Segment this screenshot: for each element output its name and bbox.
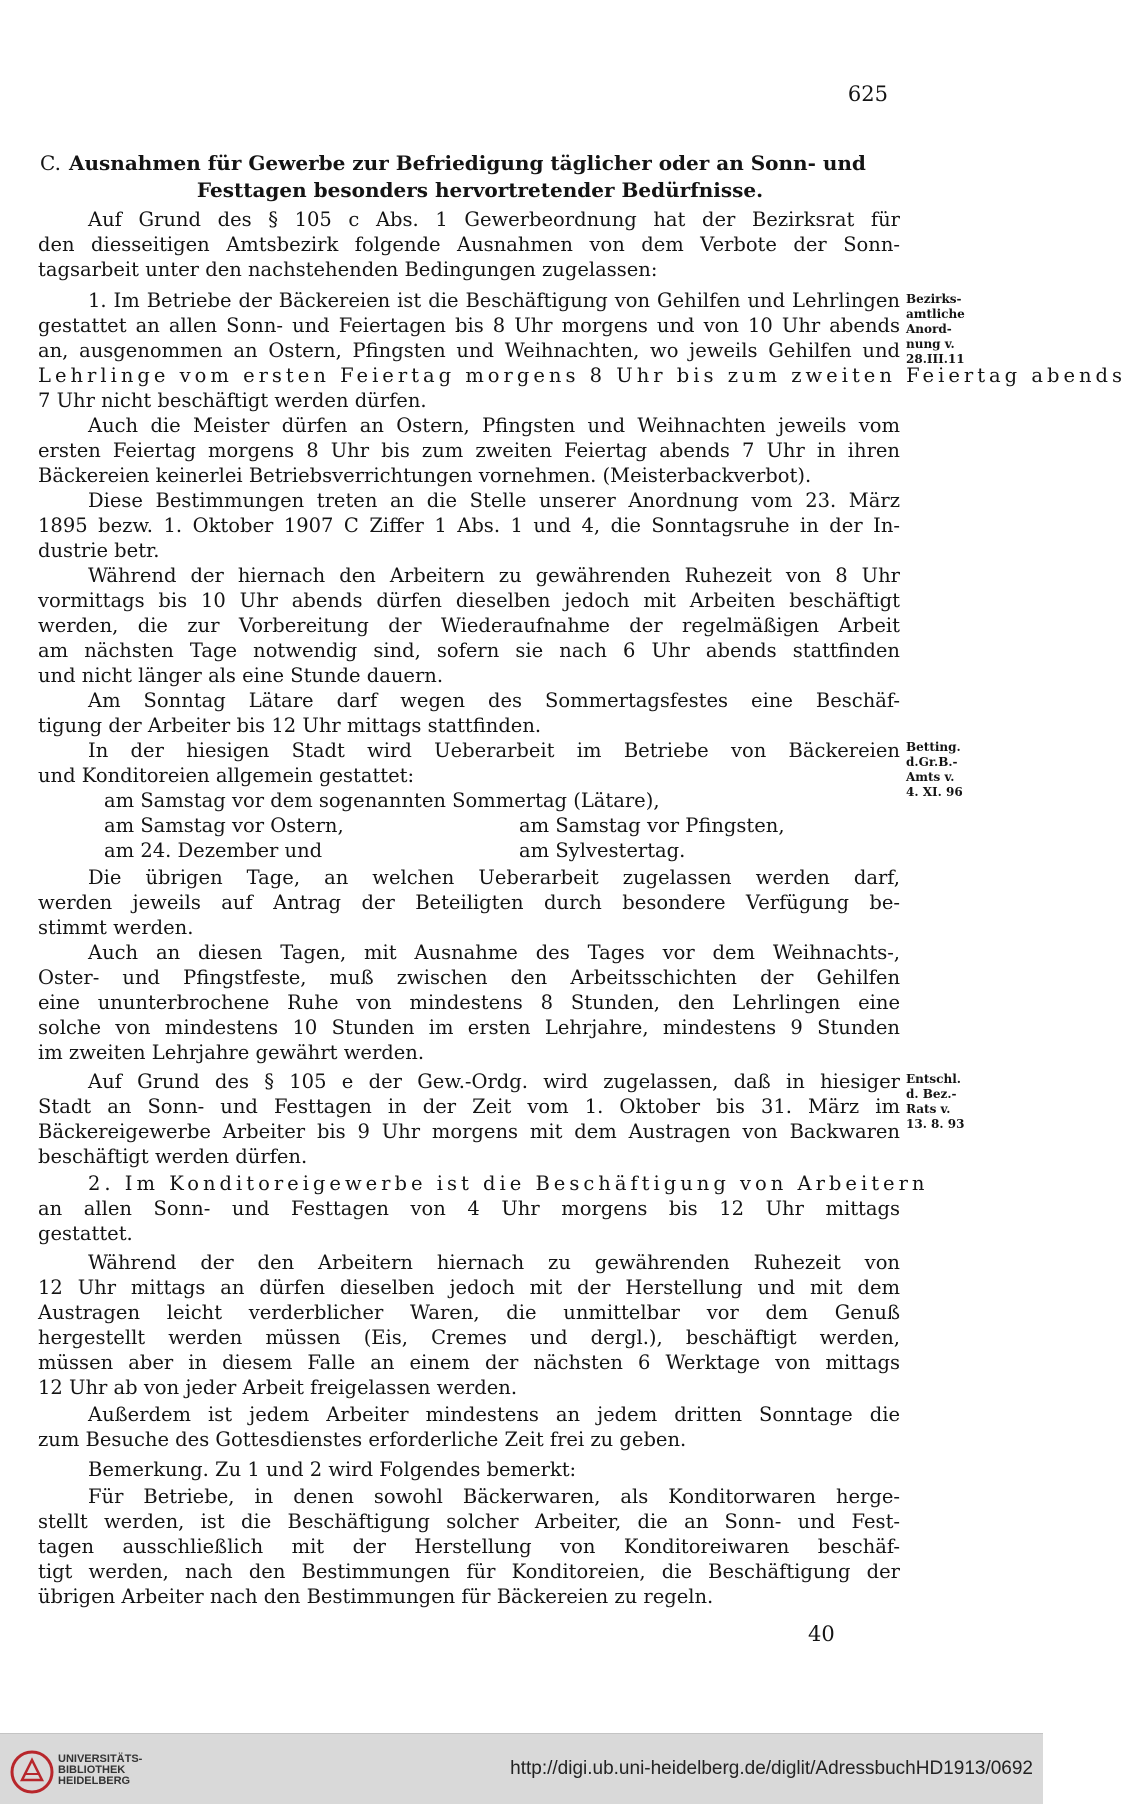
remark-heading: Bemerkung. Zu 1 und 2 wird Folgendes bemerkt: <box>88 1458 577 1481</box>
text-line: Auf Grund des § 105 e der Gew.-Ordg. wird zugelassen, daß in hiesiger <box>88 1070 900 1093</box>
text-line: Bäckereien keinerlei Betriebsverrichtungen vornehmen. (Meisterbackverbot). <box>38 464 812 487</box>
text-line: Während der hiernach den Arbeitern zu gewährenden Ruhezeit von 8 Uhr <box>88 564 900 587</box>
library-name <box>58 1754 142 1787</box>
margin-note-line: Anord- <box>906 322 952 336</box>
date-list-item: am Sylvestertag. <box>519 839 686 862</box>
text-line: Auch die Meister dürfen an Ostern, Pfingsten und Weihnachten jeweils vom <box>88 414 900 437</box>
text-line: 2. Im Konditoreigewerbe ist die Beschäftigung von Arbeitern <box>88 1172 929 1195</box>
heading-line-2: Festtagen besonders hervortretender Bedürfnisse. <box>196 178 764 202</box>
text-line: dustrie betr. <box>38 539 160 562</box>
library-name-line: BIBLIOTHEK <box>58 1764 126 1776</box>
margin-note-line: 13. 8. 93 <box>906 1117 965 1131</box>
page-number: 625 <box>847 82 888 106</box>
date-list-item: am Samstag vor Pfingsten, <box>519 814 785 837</box>
text-line: vormittags bis 10 Uhr abends dürfen dieselben jedoch mit Arbeiten beschäftigt <box>38 589 900 612</box>
text-line: am nächsten Tage notwendig sind, sofern sie nach 6 Uhr abends stattfinden <box>38 639 900 662</box>
margin-note-line: d.Gr.B.- <box>906 755 958 769</box>
text-line: und nicht länger als eine Stunde dauern. <box>38 664 444 687</box>
text-line: 1. Im Betriebe der Bäckereien ist die Beschäftigung von Gehilfen und Lehrlingen <box>88 289 900 312</box>
signature-number: 40 <box>808 1622 835 1646</box>
margin-note-line: Betting. <box>906 740 961 754</box>
heading-line-1: Ausnahmen für Gewerbe zur Befriedigung täglicher oder an Sonn- und <box>68 151 866 175</box>
text-line: tigt werden, nach den Bestimmungen für Konditoreien, die Beschäftigung der <box>38 1560 900 1583</box>
text-line: im zweiten Lehrjahre gewährt werden. <box>38 1041 425 1064</box>
text-line: Auch an diesen Tagen, mit Ausnahme des Tages vor dem Weihnachts-, <box>88 941 900 964</box>
margin-note-line: Amts v. <box>906 770 955 784</box>
margin-note <box>906 740 1006 800</box>
margin-note-line: amtliche <box>906 307 965 321</box>
text-line: übrigen Arbeiter nach den Bestimmungen für Bäckereien zu regeln. <box>38 1585 714 1608</box>
text-line: eine ununterbrochene Ruhe von mindestens 8 Stunden, den Lehrlingen eine <box>38 991 900 1014</box>
text-line: den diesseitigen Amtsbezirk folgende Ausnahmen von dem Verbote der Sonn- <box>38 233 900 256</box>
text-line: Diese Bestimmungen treten an die Stelle unserer Anordnung vom 23. März <box>88 489 900 512</box>
text-line: tigung der Arbeiter bis 12 Uhr mittags stattfinden. <box>38 714 542 737</box>
text-line: Für Betriebe, in denen sowohl Bäckerwaren, als Konditorwaren herge- <box>88 1485 900 1508</box>
text-line: Außerdem ist jedem Arbeiter mindestens an jedem dritten Sonntage die <box>88 1403 900 1426</box>
margin-note-line: 28.III.11 <box>906 352 965 366</box>
text-line: beschäftigt werden dürfen. <box>38 1145 308 1168</box>
viewer-footer <box>0 1733 1043 1804</box>
margin-note-line: Entschl. <box>906 1072 961 1086</box>
date-list-item: am Samstag vor dem sogenannten Sommertag (Lätare), <box>104 789 660 812</box>
margin-note-line: d. Bez.- <box>906 1087 957 1101</box>
university-seal-icon <box>10 1750 54 1794</box>
margin-note-line: Bezirks- <box>906 292 962 306</box>
margin-note-line: Rats v. <box>906 1102 951 1116</box>
text-line: hergestellt werden müssen (Eis, Cremes und dergl.), beschäftigt werden, <box>38 1326 900 1349</box>
text-line: solche von mindestens 10 Stunden im ersten Lehrjahre, mindestens 9 Stunden <box>38 1016 900 1039</box>
library-name-line: UNIVERSITÄTS- <box>58 1753 143 1765</box>
margin-note <box>906 1072 1006 1132</box>
section-heading <box>40 150 920 204</box>
text-line: stimmt werden. <box>38 916 194 939</box>
text-line: Bäckereigewerbe Arbeiter bis 9 Uhr morgens mit dem Austragen von Backwaren <box>38 1120 900 1143</box>
text-line: tagen ausschließlich mit der Herstellung von Konditoreiwaren beschäf- <box>38 1535 900 1558</box>
library-name-line: HEIDELBERG <box>58 1775 131 1787</box>
text-line: zum Besuche des Gottesdienstes erforderliche Zeit frei zu geben. <box>38 1428 687 1451</box>
text-line: Lehrlinge vom ersten Feiertag morgens 8 Uhr bis zum zweiten Feiertag abends <box>38 364 1126 387</box>
margin-note-line: 4. XI. 96 <box>906 785 963 799</box>
section-letter: C. <box>40 151 61 175</box>
permalink-url[interactable]: http://digi.ub.uni-heidelberg.de/diglit/AdressbuchHD1913/0692 <box>510 1758 1033 1779</box>
text-line: Auf Grund des § 105 c Abs. 1 Gewerbeordnung hat der Bezirksrat für <box>88 208 900 231</box>
text-line: In der hiesigen Stadt wird Ueberarbeit im Betriebe von Bäckereien <box>88 739 900 762</box>
text-line: 12 Uhr ab von jeder Arbeit freigelassen werden. <box>38 1376 518 1399</box>
text-line: 1895 bezw. 1. Oktober 1907 C Ziffer 1 Abs. 1 und 4, die Sonntagsruhe in der In- <box>38 514 900 537</box>
margin-note-line: nung v. <box>906 337 955 351</box>
text-line: an, ausgenommen an Ostern, Pfingsten und Weihnachten, wo jeweils Gehilfen und <box>38 339 900 362</box>
text-line: Die übrigen Tage, an welchen Ueberarbeit zugelassen werden darf, <box>88 866 900 889</box>
date-list-item: am 24. Dezember und <box>104 839 323 862</box>
text-line: Stadt an Sonn- und Festtagen in der Zeit vom 1. Oktober bis 31. März im <box>38 1095 900 1118</box>
date-list-item: am Samstag vor Ostern, <box>104 814 344 837</box>
text-line: werden jeweils auf Antrag der Beteiligten durch besondere Verfügung be- <box>38 891 900 914</box>
text-line: stellt werden, ist die Beschäftigung solcher Arbeiter, die an Sonn- und Fest- <box>38 1510 900 1533</box>
text-line: und Konditoreien allgemein gestattet: <box>38 764 415 787</box>
text-line: werden, die zur Vorbereitung der Wiederaufnahme der regelmäßigen Arbeit <box>38 614 900 637</box>
text-line: Während der den Arbeitern hiernach zu gewährenden Ruhezeit von <box>88 1251 900 1274</box>
text-line: müssen aber in diesem Falle an einem der nächsten 6 Werktage von mittags <box>38 1351 900 1374</box>
text-line: an allen Sonn- und Festtagen von 4 Uhr morgens bis 12 Uhr mittags <box>38 1197 900 1220</box>
text-line: tagsarbeit unter den nachstehenden Bedingungen zugelassen: <box>38 258 658 281</box>
text-line: gestattet. <box>38 1222 133 1245</box>
margin-note <box>906 292 1006 367</box>
text-line: 12 Uhr mittags an dürfen dieselben jedoch mit der Herstellung und mit dem <box>38 1276 900 1299</box>
text-line: Am Sonntag Lätare darf wegen des Sommertagsfestes eine Beschäf- <box>88 689 900 712</box>
text-line: gestattet an allen Sonn- und Feiertagen bis 8 Uhr morgens und von 10 Uhr abends <box>38 314 900 337</box>
text-line: Austragen leicht verderblicher Waren, die unmittelbar vor dem Genuß <box>38 1301 900 1324</box>
text-line: 7 Uhr nicht beschäftigt werden dürfen. <box>38 389 427 412</box>
text-line: ersten Feiertag morgens 8 Uhr bis zum zweiten Feiertag abends 7 Uhr in ihren <box>38 439 900 462</box>
text-line: Oster- und Pfingstfeste, muß zwischen den Arbeitsschichten der Gehilfen <box>38 966 900 989</box>
